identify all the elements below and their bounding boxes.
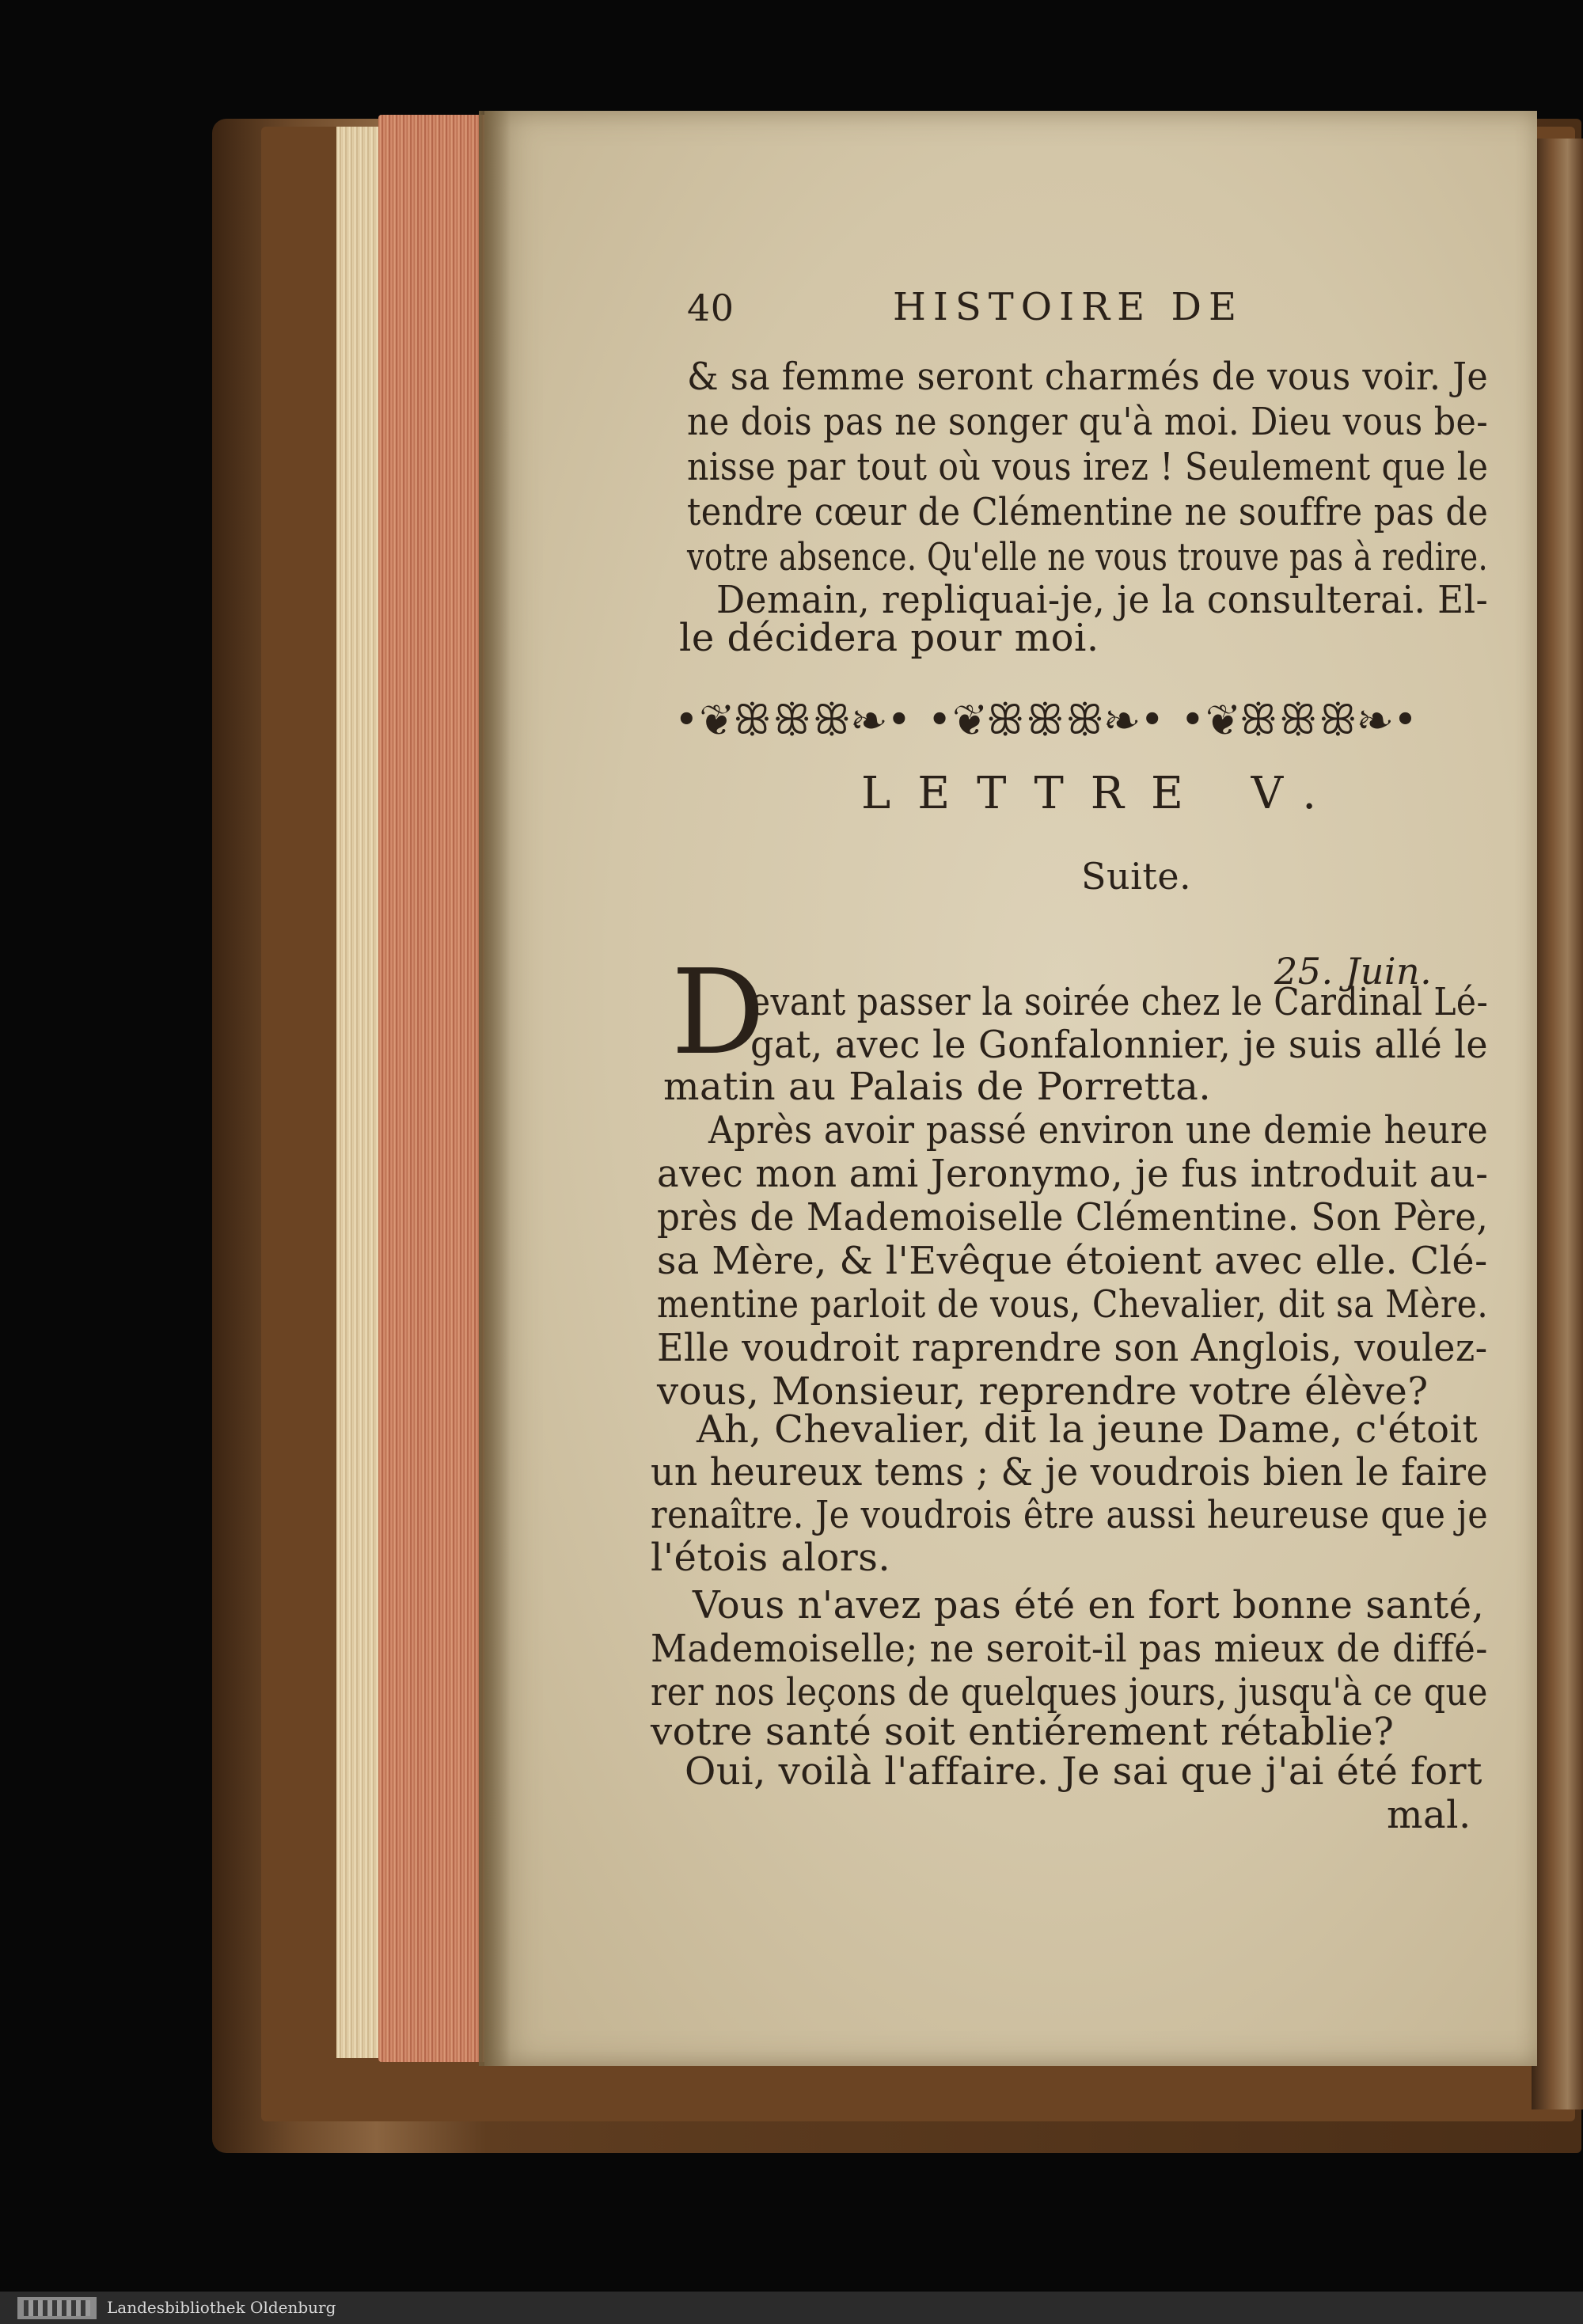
text-line: Mademoiselle; ne seroit-il pas mieux de diffé- bbox=[651, 1627, 1488, 1671]
text-line: mentine parloit de vous, Chevalier, dit sa Mère. bbox=[657, 1282, 1489, 1327]
text-line: votre absence. Qu'elle ne vous trouve pas à redire. bbox=[687, 535, 1489, 579]
text-line: ne dois pas ne songer qu'à moi. Dieu vous be- bbox=[687, 400, 1489, 444]
letter-heading: LETTRE V. bbox=[861, 768, 1344, 819]
text-line: rer nos leçons de quelques jours, jusqu'à ce que bbox=[651, 1670, 1488, 1715]
text-line: renaître. Je voudrois être aussi heureuse que je bbox=[651, 1493, 1489, 1537]
text-line: sa Mère, & l'Evêque étoient avec elle. Clé- bbox=[657, 1239, 1488, 1283]
text-line: près de Mademoiselle Clémentine. Son Père, bbox=[657, 1195, 1489, 1240]
text-line: Oui, voilà l'affaire. Je sai que j'ai été fort bbox=[685, 1749, 1482, 1794]
running-title: HISTOIRE DE bbox=[893, 285, 1243, 329]
text-line: votre santé soit entiérement rétablie? bbox=[651, 1710, 1395, 1754]
text-line: avec mon ami Jeronymo, je fus introduit au- bbox=[657, 1152, 1489, 1196]
letter-date: 25. Juin. bbox=[1274, 950, 1433, 993]
red-page-edges bbox=[378, 115, 489, 2062]
text-line: le décidera pour moi. bbox=[679, 616, 1099, 660]
gutter-shadow bbox=[479, 111, 511, 2066]
catchword: mal. bbox=[1387, 1793, 1471, 1837]
text-line: evant passer la soirée chez le Cardinal Lé- bbox=[750, 980, 1489, 1024]
page-number: 40 bbox=[687, 287, 735, 329]
text-line: Vous n'avez pas été en fort bonne santé, bbox=[693, 1583, 1485, 1627]
text-line: Elle voudroit raprendre son Anglois, voulez- bbox=[657, 1326, 1488, 1370]
library-logo-icon bbox=[17, 2297, 97, 2319]
text-line: nisse par tout où vous irez ! Seulement que le bbox=[687, 445, 1489, 489]
drop-cap: D bbox=[671, 944, 765, 1080]
text-line: Après avoir passé environ une demie heure bbox=[708, 1108, 1489, 1153]
text-line: tendre cœur de Clémentine ne souffre pas de bbox=[687, 490, 1489, 534]
facing-page-edge bbox=[1532, 139, 1583, 2109]
text-line: vous, Monsieur, reprendre votre élève? bbox=[657, 1369, 1429, 1414]
text-line: & sa femme seront charmés de vous voir. Je bbox=[687, 355, 1489, 399]
text-line: Demain, repliquai-je, je la consulterai. El- bbox=[716, 578, 1489, 622]
text-line: un heureux tems ; & je voudrois bien le faire bbox=[651, 1450, 1488, 1494]
text-line: matin au Palais de Porretta. bbox=[663, 1065, 1212, 1109]
letter-subtitle: Suite. bbox=[1081, 855, 1192, 898]
decorative-ornament-band: •❦ꕥꕥꕥ❧• •❦ꕥꕥꕥ❧• •❦ꕥꕥꕥ❧• bbox=[674, 697, 1419, 744]
text-line: Ah, Chevalier, dit la jeune Dame, c'étoit bbox=[697, 1407, 1479, 1452]
library-credit: Landesbibliothek Oldenburg bbox=[107, 2298, 336, 2317]
text-line: gat, avec le Gonfalonnier, je suis allé le bbox=[750, 1023, 1489, 1067]
text-line: l'étois alors. bbox=[651, 1536, 891, 1580]
